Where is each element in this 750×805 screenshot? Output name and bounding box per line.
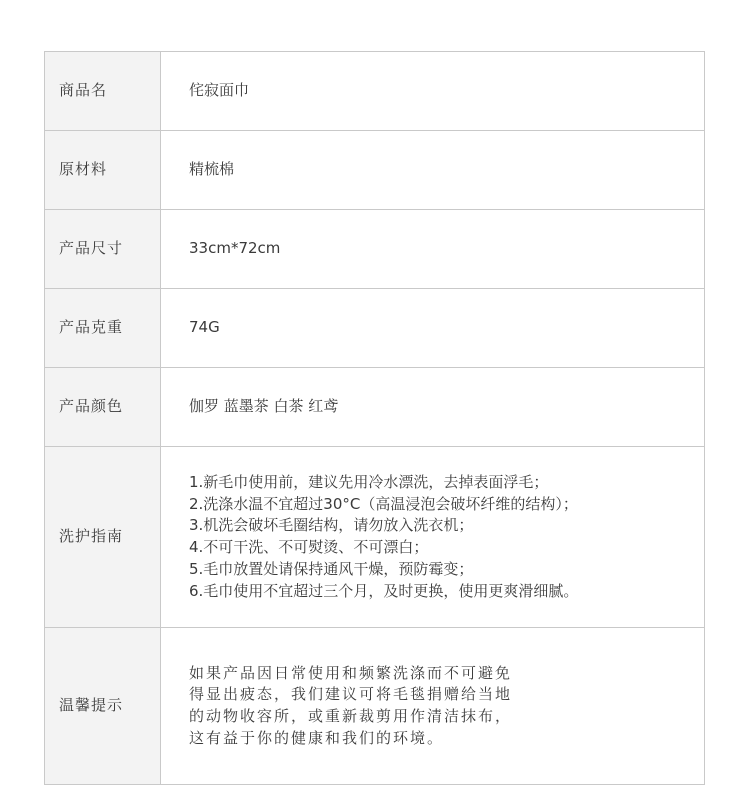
spec-label: 原材料 — [45, 131, 161, 210]
tip-line: 得显出疲态，我们建议可将毛毯捐赠给当地 — [189, 685, 513, 704]
tip-line: 如果产品因日常使用和频繁洗涤而不可避免 — [189, 663, 513, 682]
spec-value: 74G — [161, 289, 705, 368]
tip-line: 这有益于你的健康和我们的环境。 — [189, 728, 445, 747]
tips-text — [161, 628, 705, 785]
spec-row-product-name — [45, 52, 705, 131]
spec-row-weight — [45, 289, 705, 368]
spec-row-tips — [45, 628, 705, 785]
spec-value: 精梳棉 — [161, 131, 705, 210]
spec-label: 洗护指南 — [45, 447, 161, 628]
care-line: 3.机洗会破坏毛圈结构，请勿放入洗衣机； — [189, 516, 474, 535]
spec-row-material — [45, 131, 705, 210]
spec-label: 产品颜色 — [45, 368, 161, 447]
spec-value: 侘寂面巾 — [161, 52, 705, 131]
spec-label: 温馨提示 — [45, 628, 161, 785]
care-line: 2.洗涤水温不宜超过30°C（高温浸泡会破坏纤维的结构）； — [189, 494, 578, 513]
spec-label: 产品尺寸 — [45, 210, 161, 289]
spec-row-colors — [45, 368, 705, 447]
care-line: 1.新毛巾使用前，建议先用冷水漂洗，去掉表面浮毛； — [189, 472, 549, 491]
care-line: 4.不可干洗、不可熨烫、不可漂白； — [189, 538, 429, 556]
spec-row-size — [45, 210, 705, 289]
care-line: 5.毛巾放置处请保持通风干燥，预防霉变； — [189, 559, 474, 578]
care-guide-text — [161, 447, 705, 628]
spec-label: 产品克重 — [45, 289, 161, 368]
spec-value: 伽罗 蓝墨茶 白茶 红鸢 — [161, 368, 705, 447]
care-line: 6.毛巾使用不宜超过三个月，及时更换，使用更爽滑细腻。 — [189, 581, 579, 600]
tip-line: 的动物收容所，或重新裁剪用作清洁抹布， — [189, 707, 513, 725]
spec-label: 商品名 — [45, 52, 161, 131]
spec-value: 33cm*72cm — [161, 210, 705, 289]
product-spec-table — [44, 51, 705, 785]
spec-row-care-guide — [45, 447, 705, 628]
